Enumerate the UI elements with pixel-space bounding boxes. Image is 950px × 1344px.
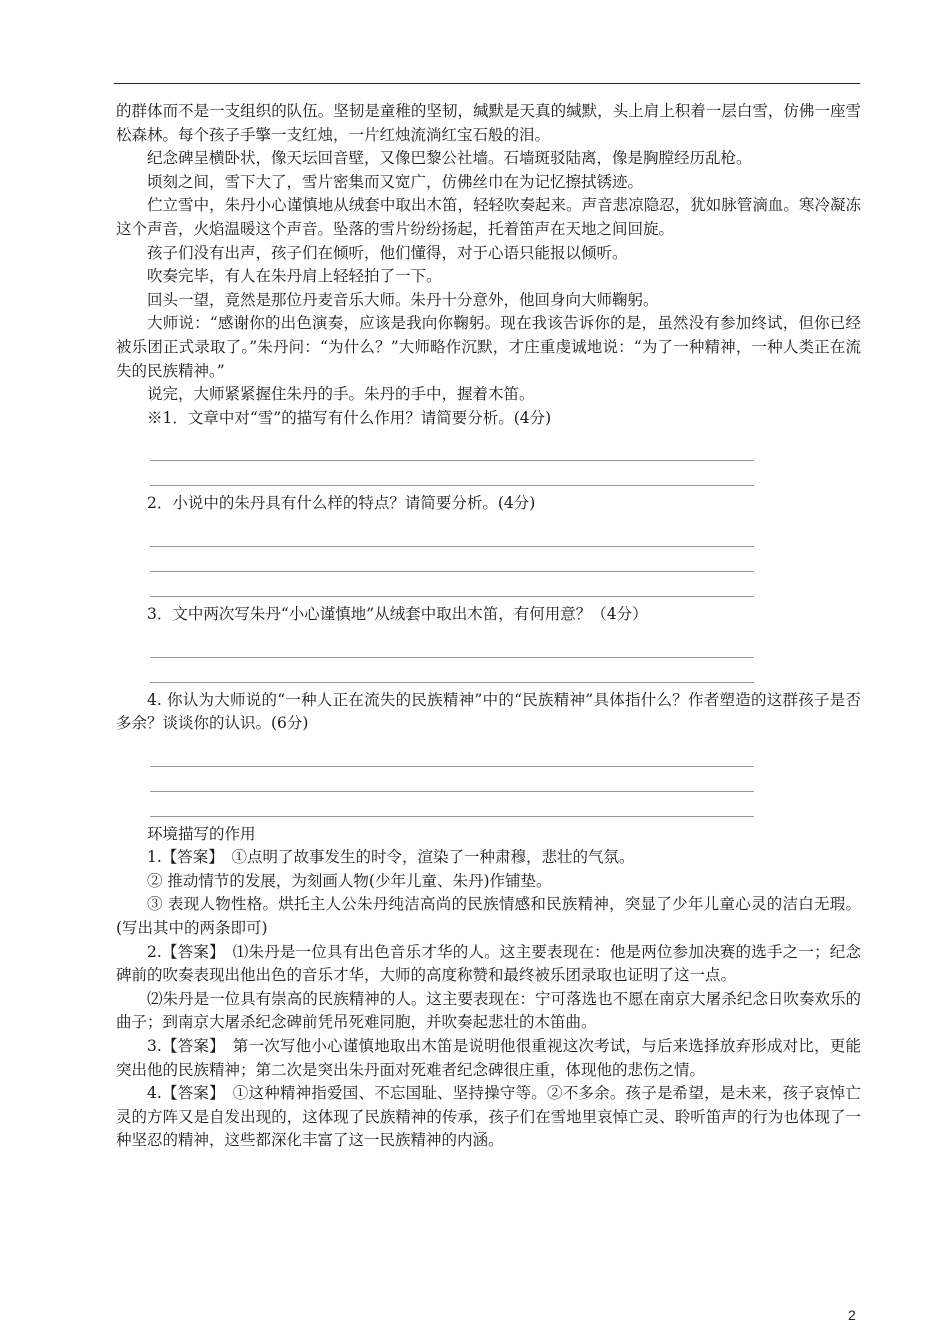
answer-2-part-2: ⑵朱丹是一位具有崇高的民族精神的人。这主要表现在：宁可落选也不愿在南京大屠杀纪念日吹奏欢乐的曲子；到南京大屠杀纪念碑前凭吊死难同胞，并吹奏起悲壮的木笛曲。 (116, 989, 861, 1032)
story-paragraph: 伫立雪中，朱丹小心谨慎地从绒套中取出木笛，轻轻吹奏起来。声音悲凉隐忍，犹如脉管滴血。寒冷凝冻这个声音，火焰温暖这个声音。坠落的雪片纷纷扬起，托着笛声在天地之间回旋。 (116, 196, 861, 238)
question-1: ※1．文章中对“雪”的描写有什么作用？请简要分析。(4分) (147, 408, 552, 427)
story-paragraph: 顷刻之间，雪下大了，雪片密集而又宽广，仿佛丝巾在为记忆擦拭锈迹。 (147, 172, 644, 191)
answer-line[interactable] (150, 742, 754, 767)
answer-line[interactable] (150, 658, 754, 683)
page-content (116, 100, 861, 1153)
answer-line[interactable] (150, 547, 754, 572)
story-paragraph: 说完，大师紧紧握住朱丹的手。朱丹的手中，握着木笛。 (147, 385, 535, 404)
story-paragraph: 的群体而不是一支组织的队伍。坚韧是童稚的坚韧，缄默是天真的缄默，头上肩上积着一层白雪，仿佛一座雪松森林。每个孩子手擎一支红烛，一片红烛流淌红宝石般的泪。 (116, 102, 861, 144)
answer-lines-3 (116, 633, 861, 683)
answer-lines-1 (116, 436, 861, 486)
answer-line[interactable] (150, 572, 754, 597)
story-paragraph: 孩子们没有出声，孩子们在倾听，他们懂得，对于心语只能报以倾听。 (147, 243, 628, 262)
answer-line[interactable] (150, 436, 754, 461)
story-paragraph: 纪念碑呈横卧状，像天坛回音壁，又像巴黎公社墙。石墙斑驳陆离，像是胸膛经历乱枪。 (147, 149, 752, 168)
answer-1-point-2: ② 推动情节的发展，为刻画人物(少年儿童、朱丹)作铺垫。 (147, 871, 552, 890)
answer-1-point-1: 1.【答案】 ①点明了故事发生的时令，渲染了一种肃穆，悲壮的气氛。 (147, 848, 635, 867)
answer-1-point-3: ③ 表现人物性格。烘托主人公朱丹纯洁高尚的民族情感和民族精神，突显了少年儿童心灵的洁白无瑕。(写出其中的两条即可) (116, 895, 861, 938)
question-2: 2．小说中的朱丹具有什么样的特点？请简要分析。(4分) (147, 494, 536, 513)
answer-3: 3.【答案】 第一次写他小心谨慎地取出木笛是说明他很重视这次考试，与后来选择放弃形成对比，更能突出他的民族精神；第二次是突出朱丹面对死难者纪念碑很庄重，体现他的悲伤之情。 (116, 1037, 861, 1079)
header-rule (114, 83, 860, 84)
answer-line[interactable] (150, 767, 754, 792)
answer-line[interactable] (150, 461, 754, 486)
answer-2-part-1: 2.【答案】 ⑴朱丹是一位具有出色音乐才华的人。这主要表现在：他是两位参加决赛的选手之一；纪念碑前的吹奏表现出他出色的音乐才华，大师的高度称赞和最终被乐团录取也证明了这一点。 (116, 942, 861, 985)
answer-4: 4.【答案】 ①这种精神指爱国、不忘国耻、坚持操守等。②不多余。孩子是希望，是未来，孩子哀悼亡灵的方阵又是自发出现的，这体现了民族精神的传承，孩子们在雪地里哀悼亡灵、聆听笛声的行为也体现了一种坚忍的精神，这些都深化丰富了这一民族精神的内涵。 (116, 1084, 861, 1150)
story-paragraph: 吹奏完毕，有人在朱丹肩上轻轻拍了一下。 (147, 267, 442, 286)
story-paragraph: 回头一望，竟然是那位丹麦音乐大师。朱丹十分意外，他回身向大师鞠躬。 (147, 290, 659, 309)
answer-lines-2 (116, 522, 861, 597)
answer-line[interactable] (150, 633, 754, 658)
question-3: 3．文中两次写朱丹“小心谨慎地”从绒套中取出木笛，有何用意？（4分） (147, 604, 648, 623)
answers-heading: 环境描写的作用 (147, 824, 256, 843)
answer-lines-4 (116, 742, 861, 817)
answer-line[interactable] (150, 522, 754, 547)
answer-line[interactable] (150, 792, 754, 817)
question-4: 4. 你认为大师说的“一种人正在流失的民族精神”中的“民族精神”具体指什么？作者塑造的这群孩子是否多余？谈谈你的认识。(6分) (116, 690, 861, 733)
page-number: 2 (848, 1307, 856, 1323)
story-paragraph: 大师说：“感谢你的出色演奏，应该是我向你鞠躬。现在我该告诉你的是，虽然没有参加终试，但你已经被乐团正式录取了。”朱丹问：“为什么？”大师略作沉默，才庄重虔诚地说：“为了一种精神，一种人类正在流失的民族精神。” (116, 314, 861, 380)
